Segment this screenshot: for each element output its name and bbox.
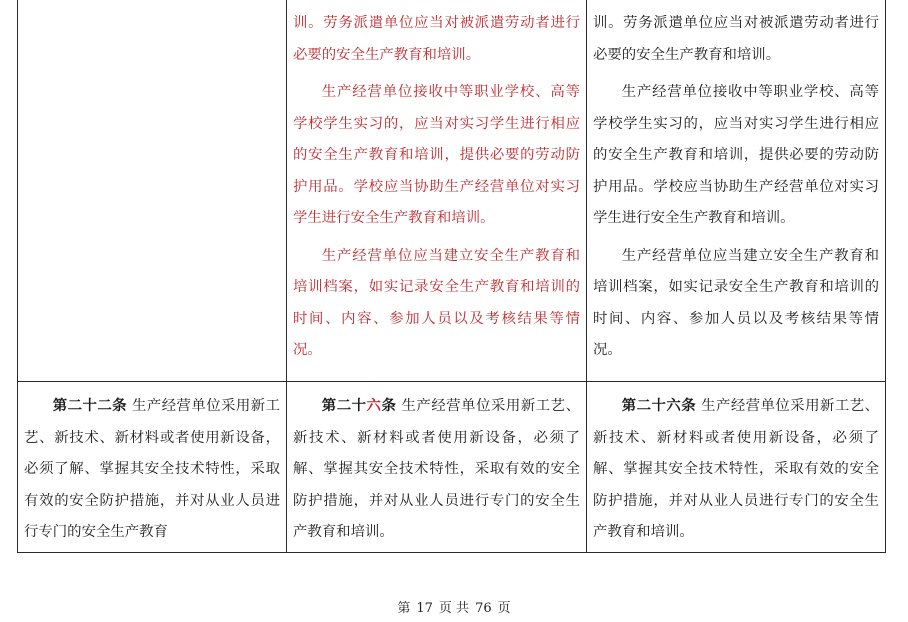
final-para-3: 生产经营单位应当建立安全生产教育和培训档案，如实记录安全生产教育和培训的时间、内容、参加人员以及考核结果等情况。 bbox=[593, 247, 879, 358]
article-number: 第二十二条 bbox=[52, 397, 127, 414]
final-cell-article-26 bbox=[587, 382, 886, 553]
final-para-2: 生产经营单位接收中等职业学校、高等学校学生实习的，应当对实习学生进行相应的安全生产教育和培训，提供必要的劳动防护用品。学校应当协助生产经营单位对实习学生进行安全生产教育和培训。 bbox=[593, 84, 879, 226]
page-footer bbox=[0, 597, 908, 616]
final-cell-training bbox=[587, 0, 886, 382]
footer-prefix: 第 bbox=[397, 601, 411, 616]
article-number-suffix: 条 bbox=[381, 397, 397, 414]
article-number-changed: 六 bbox=[366, 397, 382, 414]
draft-para-1: 训。劳务派遣单位应当对被派遣劳动者进行必要的安全生产教育和培训。 bbox=[293, 15, 580, 63]
article-number: 第二十六条 bbox=[621, 397, 697, 414]
comparison-table bbox=[17, 0, 886, 553]
article-text: 生产经营单位采用新工艺、新技术、新材料或者使用新设备，必须了解、掌握其安全技术特性，采取有效的安全防护措施，并对从业人员进行专门的安全生产教育和培训。 bbox=[293, 398, 580, 540]
old-article-para bbox=[24, 390, 280, 549]
footer-middle: 页 共 bbox=[438, 601, 470, 616]
draft-cell-training bbox=[287, 0, 587, 382]
table-row bbox=[18, 382, 886, 553]
table-row bbox=[18, 0, 886, 382]
article-text: 生产经营单位采用新工艺、新技术、新材料或者使用新设备，必须了解、掌握其安全技术特性，采取有效的安全防护措施，并对从业人员进行专门的安全生产教育 bbox=[24, 398, 280, 540]
old-law-cell-article-22 bbox=[18, 382, 287, 553]
final-para-1: 训。劳务派遣单位应当对被派遣劳动者进行必要的安全生产教育和培训。 bbox=[593, 15, 879, 63]
current-page-number: 17 bbox=[416, 601, 433, 616]
article-text: 生产经营单位采用新工艺、新技术、新材料或者使用新设备，必须了解、掌握其安全技术特性，采取有效的安全防护措施，并对从业人员进行专门的安全生产教育和培训。 bbox=[593, 398, 879, 540]
old-law-cell-empty bbox=[18, 0, 287, 382]
draft-para-2: 生产经营单位接收中等职业学校、高等学校学生实习的，应当对实习学生进行相应的安全生产教育和培训，提供必要的劳动防护用品。学校应当协助生产经营单位对实习学生进行安全生产教育和培训。 bbox=[293, 84, 580, 226]
final-article-para bbox=[593, 390, 879, 549]
total-page-count: 76 bbox=[475, 601, 492, 616]
draft-article-para bbox=[293, 390, 580, 549]
article-number-prefix: 第二十 bbox=[321, 397, 367, 414]
draft-para-3: 生产经营单位应当建立安全生产教育和培训档案，如实记录安全生产教育和培训的时间、内容、参加人员以及考核结果等情况。 bbox=[293, 247, 580, 358]
footer-suffix: 页 bbox=[497, 601, 511, 616]
draft-cell-article-26 bbox=[287, 382, 587, 553]
